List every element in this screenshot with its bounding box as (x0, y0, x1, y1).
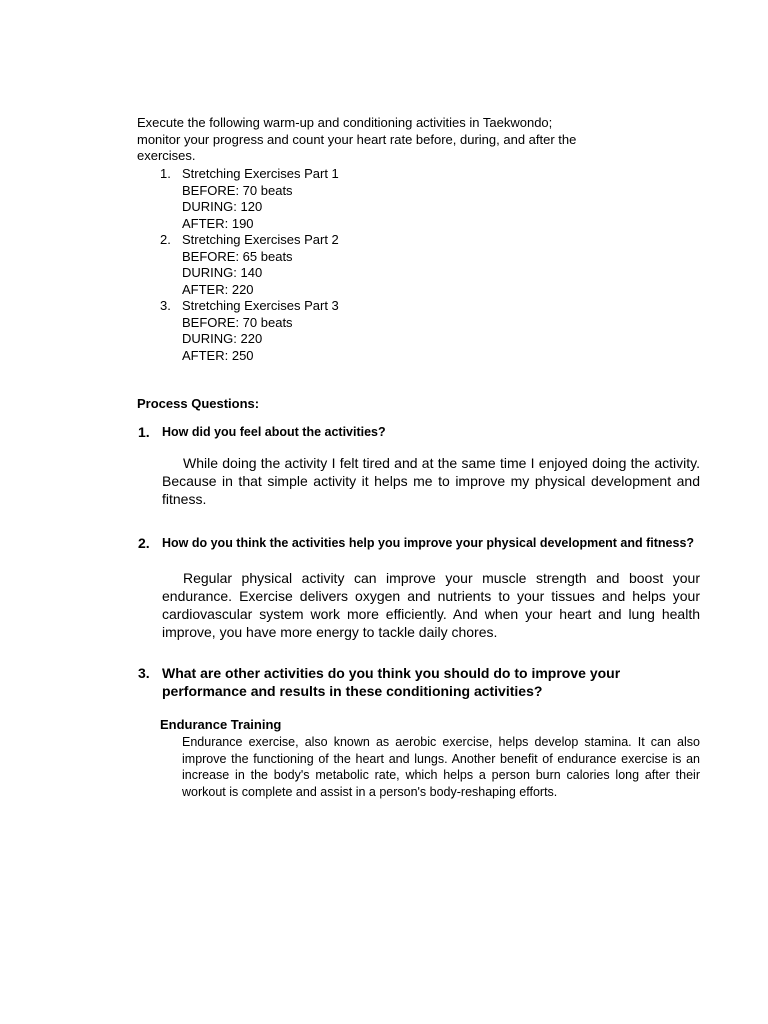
endurance-training-heading: Endurance Training (160, 717, 282, 732)
instructions-line: monitor your progress and count your heart rate before, during, and after the (137, 131, 577, 147)
question-1 (138, 424, 703, 441)
question-number: 3. (138, 665, 150, 681)
list-number: 3. (160, 298, 171, 313)
list-item (160, 232, 420, 298)
heart-rate-after: AFTER: 190 (182, 215, 254, 231)
instructions-paragraph (137, 115, 617, 165)
exercise-title: Stretching Exercises Part 3 (182, 298, 339, 313)
exercise-title: Stretching Exercises Part 1 (182, 166, 339, 181)
list-item (160, 166, 420, 232)
process-questions-heading: Process Questions: (137, 396, 260, 411)
heart-rate-after: AFTER: 250 (182, 347, 254, 363)
heart-rate-during: DURING: 220 (182, 331, 263, 346)
heart-rate-before: BEFORE: 65 beats (182, 248, 293, 264)
instructions-line: exercises. (137, 148, 196, 163)
question-text: How did you feel about the activities? (162, 425, 386, 439)
exercise-list (160, 166, 420, 364)
heart-rate-after: AFTER: 220 (182, 281, 254, 297)
question-text: How do you think the activities help you improve your physical development and fitness? (162, 536, 695, 550)
answer-3: Endurance exercise, also known as aerobic exercise, helps develop stamina. It can also improve the functioning of the heart and lungs. Another benefit of endurance exercise is an increase in the body's metabolic rate, which helps a person burn calories long after their workout is complete and assist in a person's body-reshaping efforts. (182, 735, 700, 799)
heart-rate-during: DURING: 120 (182, 199, 263, 214)
question-text: What are other activities do you think you should do to improve your performance and results in these conditioning activities? (162, 665, 621, 699)
answer-1: While doing the activity I felt tired and at the same time I enjoyed doing the activity. Because in that simple activity it helps me to improve my physical development and fitness. (162, 455, 700, 507)
question-3 (138, 664, 703, 700)
question-number: 1. (138, 424, 150, 440)
heart-rate-before: BEFORE: 70 beats (182, 314, 293, 330)
list-number: 2. (160, 232, 171, 247)
question-2 (138, 535, 703, 551)
heart-rate-before: BEFORE: 70 beats (182, 182, 293, 198)
list-number: 1. (160, 166, 171, 181)
heart-rate-during: DURING: 140 (182, 265, 263, 280)
instructions-line: Execute the following warm-up and conditioning activities in Taekwondo; (137, 115, 553, 130)
answer-2: Regular physical activity can improve your muscle strength and boost your endurance. Exercise delivers oxygen and nutrients to your tissues and helps your cardiovascular system work more efficiently. And when your heart and lung health improve, you have more energy to tackle daily chores. (162, 570, 700, 640)
question-number: 2. (138, 535, 150, 551)
list-item (160, 298, 420, 364)
exercise-title: Stretching Exercises Part 2 (182, 232, 339, 247)
